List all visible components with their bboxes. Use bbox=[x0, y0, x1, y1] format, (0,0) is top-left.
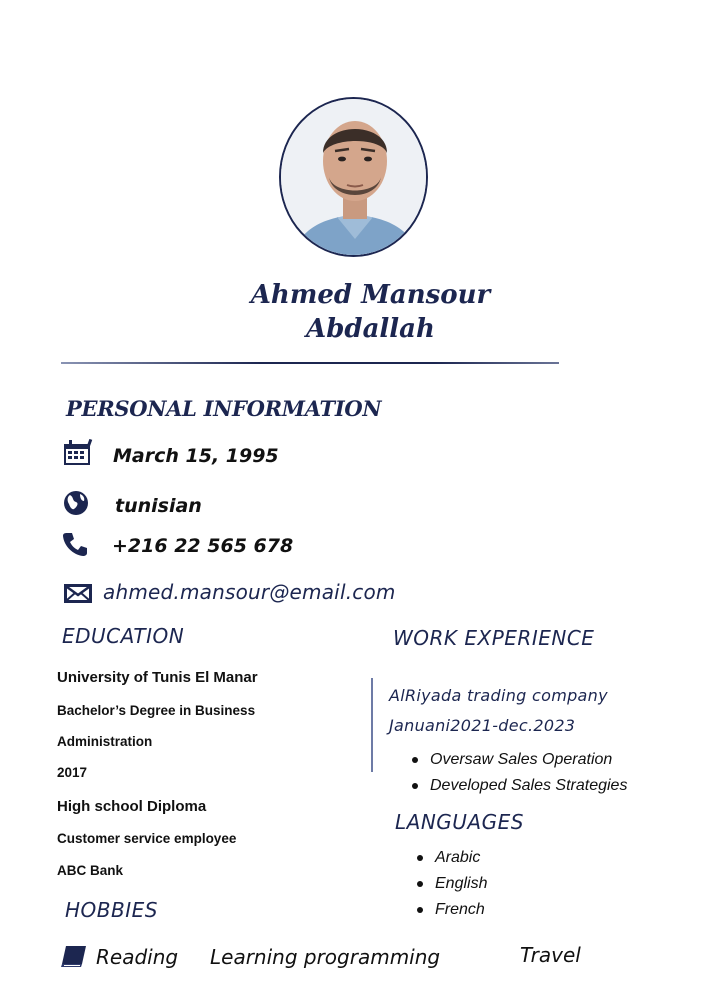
languages-title: LANGUAGES bbox=[395, 810, 524, 834]
hobby-reading: Reading bbox=[96, 945, 179, 969]
language-item: English bbox=[409, 871, 487, 897]
birthdate: March 15, 1995 bbox=[113, 445, 279, 467]
hobbies-title: HOBBIES bbox=[65, 898, 158, 922]
nationality: tunisian bbox=[115, 495, 202, 517]
globe-icon bbox=[62, 489, 92, 517]
education-employer: ABC Bank bbox=[57, 863, 124, 878]
work-duty-item: Developed Sales Strategies bbox=[404, 773, 627, 799]
work-divider bbox=[371, 678, 373, 772]
education-diploma: High school Diploma bbox=[57, 798, 207, 815]
education-title: EDUCATION bbox=[62, 624, 185, 648]
work-period: Januani2021-dec.2023 bbox=[389, 716, 576, 735]
envelope-icon bbox=[62, 581, 94, 605]
candidate-name bbox=[0, 278, 707, 346]
language-item: Arabic bbox=[409, 845, 487, 871]
work-company: AlRiyada trading company bbox=[389, 686, 608, 705]
phone-icon bbox=[62, 531, 88, 557]
hobby-programming: Learning programming bbox=[210, 945, 441, 969]
work-experience-title: WORK EXPERIENCE bbox=[393, 626, 595, 650]
languages-list bbox=[409, 845, 487, 923]
education-year: 2017 bbox=[57, 765, 88, 780]
education-degree-cont: Administration bbox=[57, 734, 153, 749]
calendar-icon bbox=[62, 439, 94, 467]
work-duties-list bbox=[404, 747, 627, 799]
header-divider bbox=[61, 362, 559, 364]
portrait-image bbox=[281, 99, 428, 257]
name-line-2: Abdallah bbox=[306, 314, 435, 344]
work-duty-item: Oversaw Sales Operation bbox=[404, 747, 627, 773]
hobby-travel: Travel bbox=[520, 943, 581, 967]
name-line-1: Ahmed Mansour bbox=[250, 280, 491, 310]
education-university: University of Tunis El Manar bbox=[57, 669, 258, 686]
book-icon bbox=[60, 944, 88, 968]
phone-number[interactable]: +216 22 565 678 bbox=[112, 535, 294, 557]
profile-photo bbox=[279, 97, 428, 257]
education-degree: Bachelor’s Degree in Business bbox=[57, 703, 256, 718]
email-address[interactable]: ahmed.mansour@email.com bbox=[103, 580, 396, 604]
education-role: Customer service employee bbox=[57, 831, 237, 846]
personal-info-title: PERSONAL INFORMATION bbox=[66, 396, 382, 421]
language-item: French bbox=[409, 897, 487, 923]
